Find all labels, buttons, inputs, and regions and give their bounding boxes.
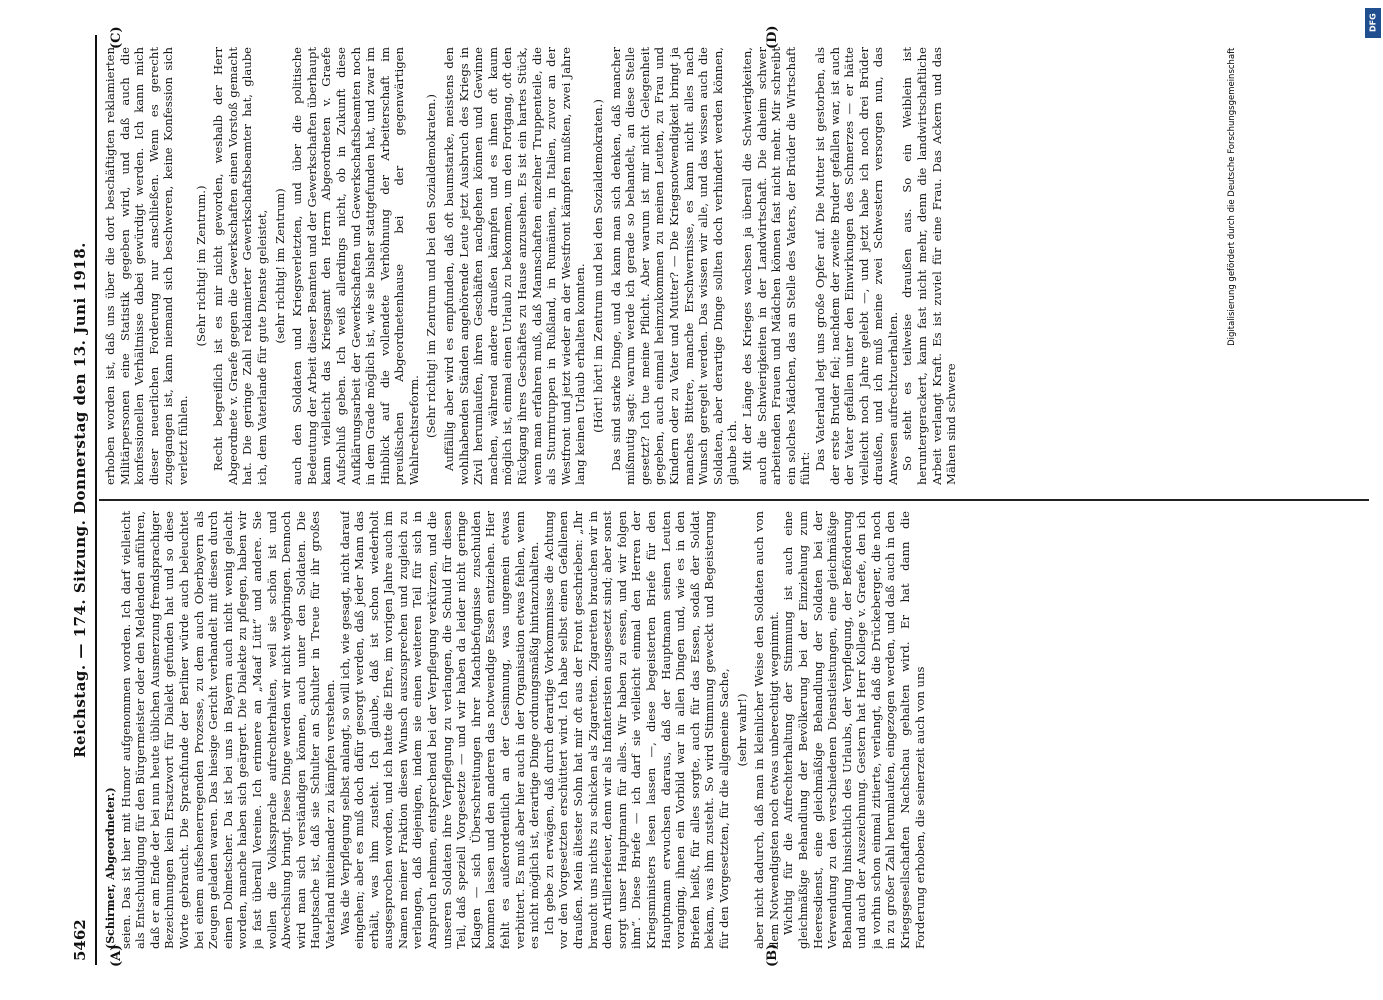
interjection: (Hört! hört! im Zentrum und bei den Sozialdemokraten.) — [591, 99, 605, 433]
margin-marker-c: (C) — [109, 26, 124, 49]
paragraph: So steht es teilweise draußen aus. So ein Weiblein ist heruntergerackert, kann fast nicht mehr, denn die landwirtschaftliche Arbeit verlangt Kraft. Es ist zuviel für eine Frau. Das Ackern und das Mähen sind schwere — [900, 47, 959, 485]
paragraph: Ich gebe zu erwägen, daß durch derartige Vorkommnisse die Achtung vor den Vorgesetzten erschüttert wird. Ich habe selbst einen Gefallenen draußen. Mein ältester Sohn hat mir oft aus der Front geschrieben: „Ihr braucht uns nichts zu schicken als Zigaretten. Zigaretten brauchen wir in dem Artilleriefeuer, denn wir als Infanteristen ausgesetzt sind; aber sonst sorgt unser Hauptmann für alles. Wir haben zu essen, und wir folgen ihm“. Diese Briefe — ich darf sie vielleicht einmal den Herren der Kriegsministers lesen lassen —, diese begeisterten Briefe für den Hauptmann erwuchsen daraus, daß der Hauptmann seinen Leuten voranging, ihnen ein Vorbild war in allen Dingen und, wie es in den Briefen heißt, für alles sorgte, auch für das Essen, sodaß der Soldat bekam, was ihm zusteht. So wird Stimmung geweckt und Begeisterung für den Vorgesetzten, für die allgemeine Sache, — [541, 511, 731, 949]
paragraph: Mit der Länge des Krieges wachsen ja überall die Schwierigkeiten, auch die Schwierigkeiten in der Landwirtschaft. Die daheim schwer arbeitenden Frauen und Mädchen können fast nicht mehr. Mir schreibt ein solches Mädchen, das an Stelle des Vaters, der Brüder die Wirtschaft führt: — [739, 47, 813, 485]
paragraph: erhoben worden ist, daß uns über die dort beschäftigten reklamierten Militärpersonen eine Statistik gegeben wird, und daß auch die konfessionellen Verhältnisse dabei gewürdigt werden. Ich kann mich dieser neuerlichen Forderung nur anschließen. Wenn es gerecht zugegangen ist, kann niemand sich beschweren, keine Konfession sich verletzt fühlen. — [103, 47, 190, 485]
page-number: 5462 — [71, 919, 89, 961]
paragraph: Wichtig für die Aufrechterhaltung der Stimmung ist auch eine gleichmäßige Behandlung der Bevölkerung bei der Einziehung zum Heeresdienst, eine gleichmäßige Behandlung der Soldaten bei der Verwendung zu den verschiedenen Dienstleistungen, eine gleichmäßige Behandlung hinsichtlich des Urlaubs, der Verpflegung, der Beförderung und auch der Auszeichnung. Gestern hat Herr Kollege v. Graefe, den ich ja vorhin schon einmal zitierte, verlangt, daß die Drückeberger, die noch in zu großer Zahl herumlaufen, eingezogen werden, und daß auch in den Kriegsgesellschaften Nachschau gehalten wird. Er hat dann die Forderung erhoben, die seinerzeit auch von uns — [781, 511, 927, 949]
paragraph: aber nicht dadurch, daß man in kleinlicher Weise den Soldaten auch von dem Notwendigsten noch etwas unberechtigt wegnimmt. — [752, 511, 781, 949]
paragraph: Was die Verpflegung selbst anlangt, so will ich, wie gesagt, nicht darauf eingehen; aber es muß doch dafür gesorgt werden, daß jeder Mann das erhält, was ihm zusteht. Ich glaube, daß ist schon wiederholt ausgesprochen worden, und ich hatte die Ehre, im vorigen Jahre auch im Namen meiner Fraktion diesen Wunsch auszusprechen und zugleich zu verlangen, daß diejenigen, indem sie einen weiteren Teil für sich in Anspruch nehmen, entsprechend bei der Verpflegung verkürzen, und die unseren Soldaten ihre Verpflegung zu verlangen, die Schuld für diesen Teil, daß speziell Vorgesetzte — und wir haben da leider nicht geringe Klagen — sich Überschreitungen ihrer Machtbefugnisse zuschulden kommen lassen und den anderen das notwendige Essen entziehen. Hier fehlt es außerordentlich an der Gesinnung, was ungemein etwas verbittert. Es muß aber hier auch in der Organisation etwas fehlen, wenn es nicht möglich ist, derartige Dinge ordnungsmäßig hintanzuhalten. — [337, 511, 542, 949]
rotated-document-page — [65, 25, 1375, 967]
speaker-line: (Schirmer, Abgeordneter.) — [104, 787, 117, 949]
paragraph: Das sind starke Dinge, und da kann man sich denken, daß mancher mißmutig sagt: warum werde ich gerade so behandelt, an diese Stelle gesetzt? Ich tue meine Pflicht. Aber warum ist mir nicht Gelegenheit gegeben, auch einmal heimzukommen zu meinen Leuten, zu Frau und Kindern oder zu Vater und Mutter? — Die Kriegsnotwendigkeit bringt ja manches Bittere, manche Erschwernisse, es kann nicht alles nach Wunsch geregelt werden. Das wissen wir alle, und das wissen auch die Soldaten, aber derartige Dinge sollten doch verhindert werden können, glaube ich. — [608, 47, 740, 485]
paragraph: Das Vaterland legt uns große Opfer auf. Die Mutter ist gestorben, als der erste Bruder fiel; nachdem der zweite Bruder gefallen war, ist auch der Vater gefallen unter den Einwirkungen des Schmerzes — er hätte vielleicht noch Jahre gelebt —, und jetzt habe ich noch drei Brüder draußen, und ich muß meine zwei Schwestern versorgen nun, das Anwesen aufrechtzuerhalten. — [812, 47, 900, 485]
right-column — [103, 47, 1368, 485]
margin-marker-a: (A) — [109, 944, 124, 967]
credit-text: Digitalisierung gefördert durch die Deutsche Forschungsgemeinschaft — [1226, 47, 1237, 346]
paragraph: auch den Soldaten und Kriegsverletzten, und über die politische Bedeutung der Arbeit dieser Beamten und der Gewerkschaften überhaupt kann vielleicht das Kriegsamt den Herrn Abgeordneten v. Graefe Aufschluß geben. Ich weiß allerdings nicht, ob in Zukunft diese Aufklärungsarbeit der Gewerkschaften und Gewerkschaftsbeamten noch in dem Grade möglich ist, wie sie bisher stattgefunden hat, und zwar im Hinblick auf die vollendete Verhöhnung der Arbeiterschaft im preußischen Abgeordnetenhause bei der gegenwärtigen Wahlrechtsreform. — [290, 47, 421, 485]
paragraph: Auffällig aber wird es empfunden, daß oft baumstarke, meistens den wohlhabenden Ständen angehörende Leute jetzt Ausbruch des Kriegs in Zivil herumlaufen, ihren Geschäften nachgehen können und Gewinne machen, während andere draußen kämpfen und es ihnen oft kaum möglich ist, einmal einen Urlaub zu bekommen, um den Fortgang, oft den Rückgang ihres Geschäftes zu Hause anzusehen. Es ist ein hartes Stück, wenn man erfahren muß, daß Mannschaften einzelner Truppenteile, die als Sturmtruppen in Rußland, in Rumänien, in Italien, zuvor an der Westfront und jetzt wieder an der Westfront kämpfen mußten, zwei Jahre lang keinen Urlaub erhalten konnten. — [442, 47, 588, 485]
dfg-logo-icon: DFG — [1365, 8, 1381, 38]
interjection: (sehr wahr!) — [734, 693, 749, 767]
interjection: (Sehr richtig! im Zentrum.) — [193, 185, 208, 347]
interjection: (Sehr richtig! im Zentrum und bei den Sozialdemokraten.) — [424, 94, 439, 438]
paragraph: Recht begreiflich ist es mir nicht geworden, weshalb der Herr Abgeordnete v. Graefe gegen die Gewerkschaften einen Vorstoß gemacht hat. Die geringe Zahl reklamierter Gewerkschaftsbeamter hat, glaube ich, dem Vaterlande für gute Dienste geleistet, — [211, 47, 269, 485]
margin-marker-b: (B) — [765, 943, 780, 967]
page-header — [65, 35, 97, 965]
page-title: Reichstag. — 174. Sitzung. Donnerstag den 13. Juni 1918. — [71, 242, 89, 758]
interjection: (sehr richtig! im Zentrum) — [272, 188, 287, 344]
paragraph: seien. Das ist hier mit Humor aufgenommen worden. Ich darf vielleicht als Entschuldigung für den Bürgermeister oder den Meldenden anführen, daß er am Ende der bei nun heute üblichen Ausmerzung fremdsprachiger Bezeichnungen kein Ersatzwort für Dialekt gefunden hat und so diese Worte gebraucht. Die Sprachfunde der Berliner würde auch beleuchtet bei einem aufsehenerregenden Prozesse, zu dem auch Oberbayern als Zeugen geladen waren. Das hiesige Gericht verhandelt mit diesen durch einen Dolmetscher. Da ist bei uns in Bayern auch nicht wenig gelacht worden, manche haben sich geärgert. Die Dialekte zu pflegen, haben wir ja fast überall Vereine. Ich erinnere an „Maaf Lütt“ und andere. Sie wollen die Volkssprache aufrechterhalten, weil sie schön ist und Abwechslung bringt. Diese Dinge werden wir nicht wegbringen. Dennoch wird man sich verständigen können, auch unter den Soldaten. Die Hauptsache ist, daß sie Schulter an Schulter in Treue für ihr großes Vaterland miteinander zu kämpfen verstehen. — [118, 511, 337, 949]
margin-marker-d: (D) — [765, 25, 780, 49]
left-column — [103, 511, 1368, 949]
column-divider — [99, 500, 1369, 502]
